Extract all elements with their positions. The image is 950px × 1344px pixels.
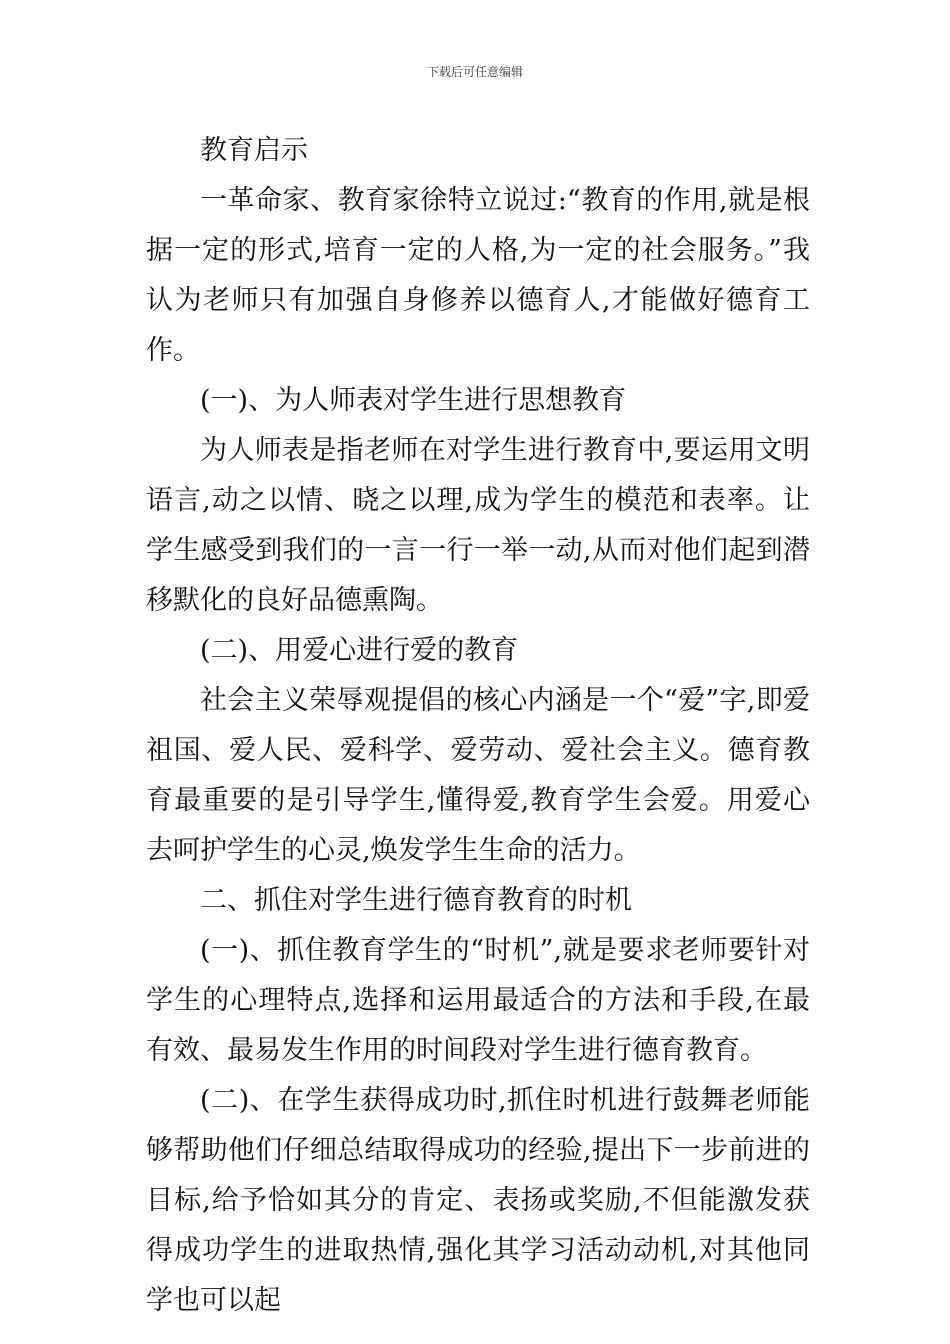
subsection-heading: (二)、用爱心进行爱的教育 <box>200 635 519 666</box>
section-heading-education-insight: 教育启示 <box>200 135 308 166</box>
subsection-heading: (一)、为人师表对学生进行思想教育 <box>200 385 627 416</box>
body-paragraph: (二)、在学生获得成功时,抓住时机进行鼓舞老师能够帮助他们仔细总结取得成功的经验,提出下一步前进的目标,给予恰如其分的肯定、表扬或奖励,不但能激发获得成功学生的进取热情,强化其学习活动动机,对其他同学也可以起 <box>146 1085 810 1316</box>
body-paragraph: 一革命家、教育家徐特立说过:“教育的作用,就是根据一定的形式,培育一定的人格,为一定的社会服务。”我认为老师只有加强自身修养以德育人,才能做好德育工作。 <box>146 185 810 366</box>
body-paragraph: 为人师表是指老师在对学生进行教育中,要运用文明语言,动之以情、晓之以理,成为学生的模范和表率。让学生感受到我们的一言一行一举一动,从而对他们起到潜移默化的良好品德熏陶。 <box>146 435 810 616</box>
document-body <box>146 126 810 1326</box>
page-header-note: 下载后可任意编辑 <box>426 65 523 79</box>
body-paragraph: 社会主义荣辱观提倡的核心内涵是一个“爱”字,即爱祖国、爱人民、爱科学、爱劳动、爱社会主义。德育教育最重要的是引导学生,懂得爱,教育学生会爱。用爱心去呵护学生的心灵,焕发学生生命的活力。 <box>146 685 810 866</box>
body-paragraph: (一)、抓住教育学生的“时机”,就是要求老师要针对学生的心理特点,选择和运用最适合的方法和手段,在最有效、最易发生作用的时间段对学生进行德育教育。 <box>146 935 810 1066</box>
section-heading: 二、抓住对学生进行德育教育的时机 <box>200 885 632 916</box>
